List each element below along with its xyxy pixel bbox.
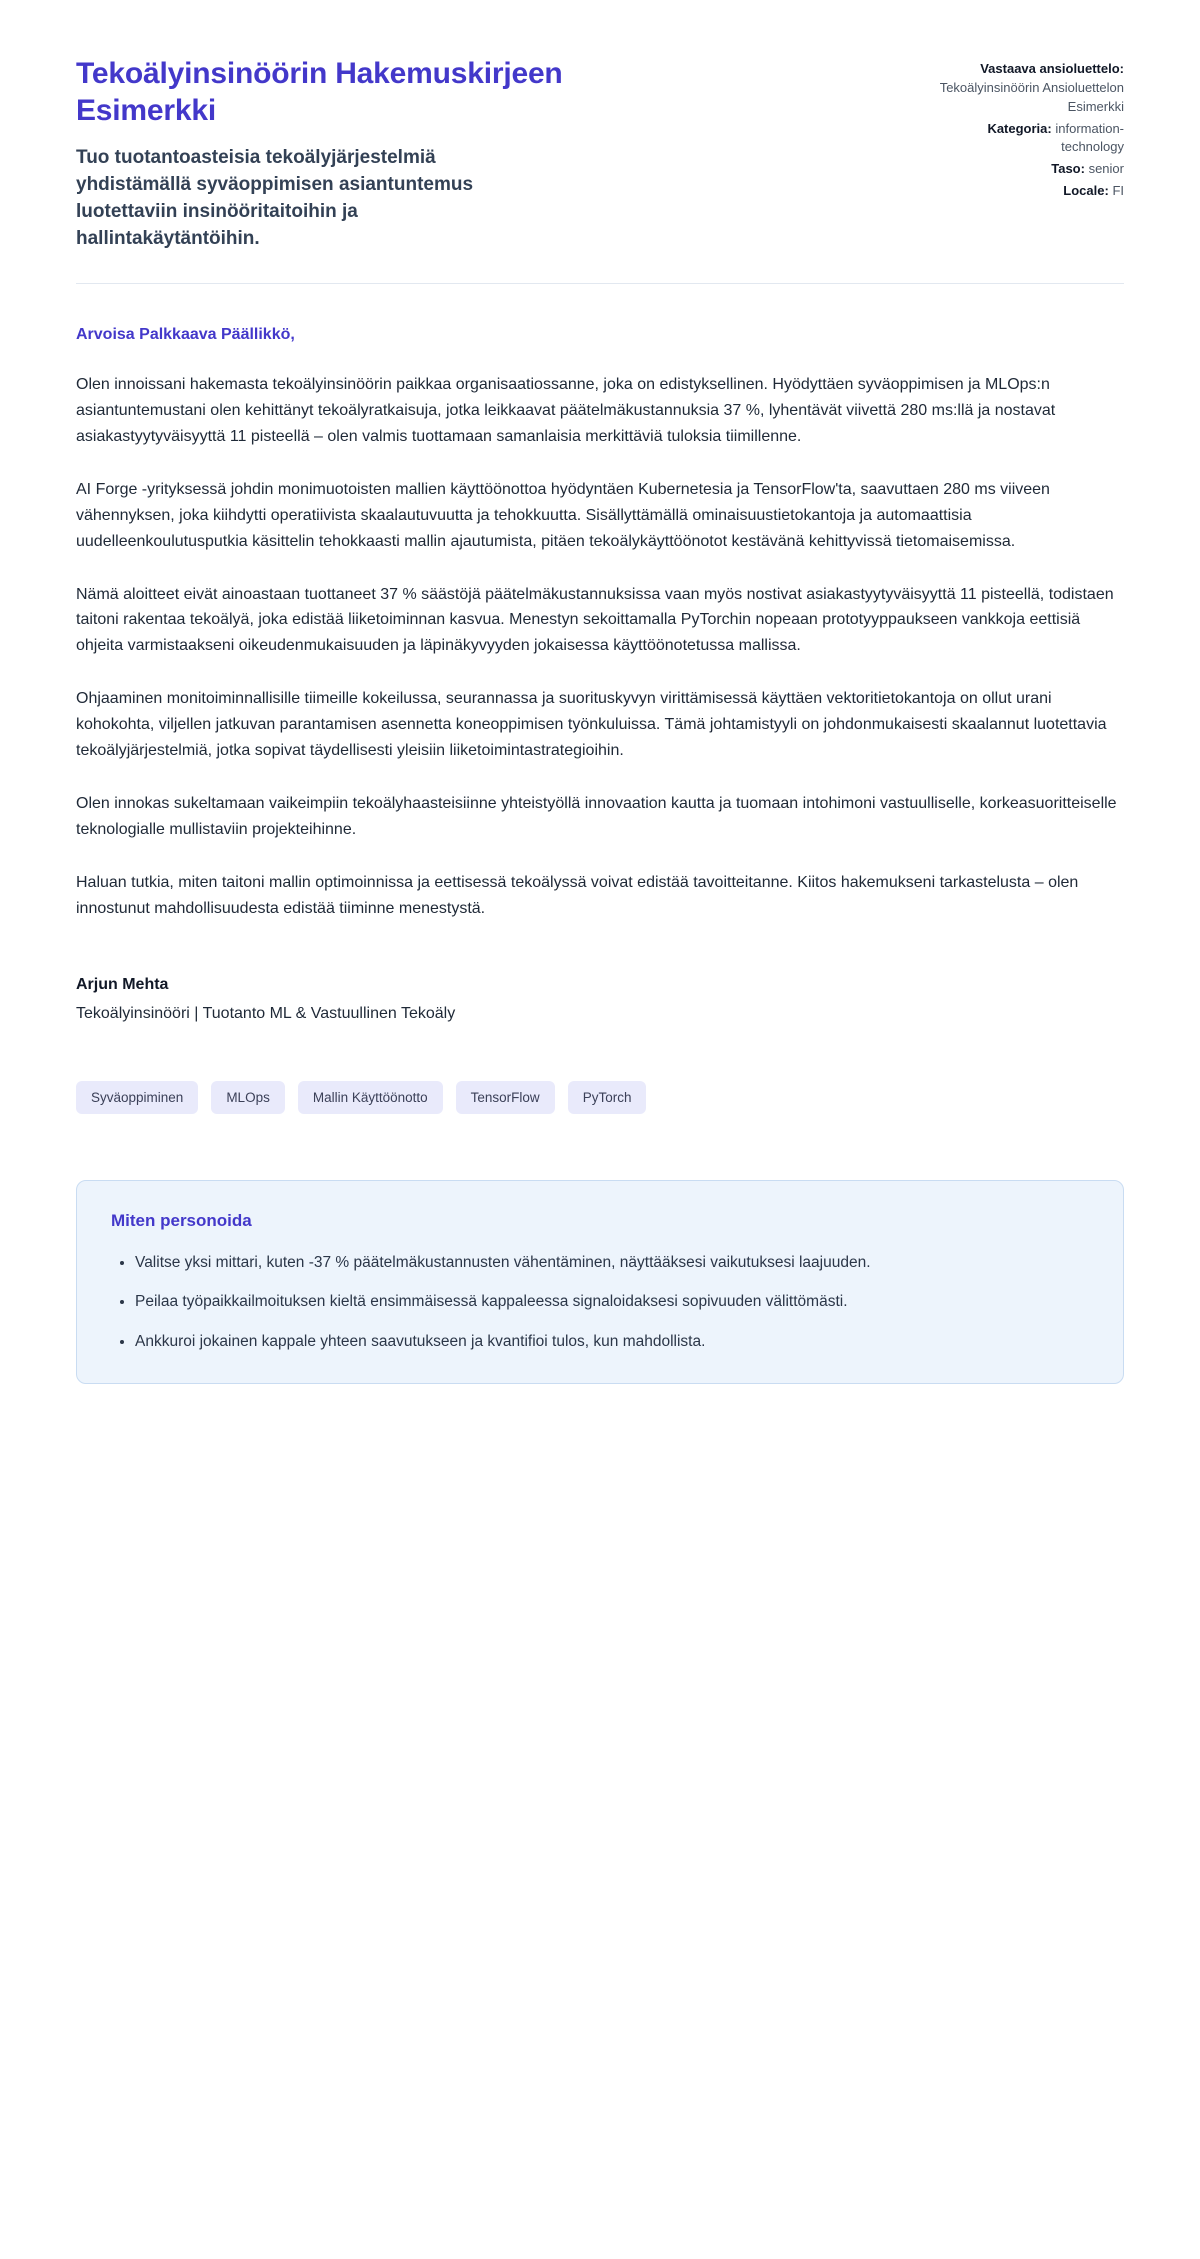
signature-name: Arjun Mehta: [76, 975, 169, 993]
tips-list: [111, 1251, 1089, 1355]
tips-item: • Valitse yksi mittari, kuten -37 % päätelmäkustannusten vähentäminen, näyttääksesi vaikutuksesi laajuuden.: [135, 1251, 1089, 1276]
skill-tag: Syväoppiminen: [76, 1081, 198, 1114]
tips-item: • Peilaa työpaikkailmoituksen kieltä ensimmäisessä kappaleessa signaloidaksesi sopivuuden välittömästi.: [135, 1290, 1089, 1315]
meta-row-category: [928, 120, 1124, 158]
personalization-tips-box: [76, 1180, 1124, 1384]
tips-item: • Ankkuroi jokainen kappale yhteen saavutukseen ja kvantifioi tulos, kun mahdollista.: [135, 1330, 1089, 1355]
meta-value: information-technology: [1055, 120, 1124, 155]
meta-label: Taso:: [1051, 161, 1085, 177]
tips-title: Miten personoida: [111, 1210, 252, 1230]
skill-tag: PyTorch: [568, 1081, 647, 1114]
letter-paragraph: Olen innoissani hakemasta tekoälyinsinöörin paikkaa organisaatiossanne, joka on edistyksellinen. Hyödyttäen syväoppimisen ja MLOps:n asiantuntemustani olen kehittänyt tekoälyratkaisuja, jotka leikkaavat päätelmäkustannuksia 37 %, lyhentävät viivettä 280 ms:llä ja nostavat asiakastyytyväisyyttä 11 pisteellä – olen valmis tuottamaan samanlaisia merkittäviä tuloksia tiimillenne.: [76, 376, 1056, 445]
meta-label: Kategoria:: [987, 120, 1052, 136]
meta-value: FI: [1112, 183, 1124, 199]
letter-paragraph: Haluan tutkia, miten taitoni mallin optimoinnissa ja eettisessä tekoälyssä voivat edistää tavoitteitanne. Kiitos hakemukseni tarkastelusta – olen innostunut mahdollisuudesta edistää tiiminne menestystä.: [76, 873, 1079, 917]
header-title-block: [76, 56, 616, 253]
letter-paragraph: Ohjaaminen monitoiminnallisille tiimeille kokeilussa, seurannassa ja suorituskyvyn virittämisessä käyttäen vektoritietokantoja on ollut urani kohokohta, viljellen jatkuvan parantamisen asennetta koneoppimisen työnkuluissa. Tämä johtamistyyli on johdonmukaisesti skaalannut luotettavia tekoälyjärjestelmiä, jotka sopivat täydellisesti yleisiin liiketoimintastrategioihin.: [76, 690, 1107, 760]
greeting: Arvoisa Palkkaava Päällikkö,: [76, 326, 295, 344]
letter-paragraph: AI Forge -yrityksessä johdin monimuotoisten mallien käyttöönottoa hyödyntäen Kubernetesia ja TensorFlow'ta, saavuttaen 280 ms viiveen vähennyksen, joka kiihdytti operatiivista skaalautuvuutta ja tehokkuutta. Sisällyttämällä ominaisuustietokantoja ja automaattisia uudelleenkoulutusputkia käsittelin tehokkaasti mallin ajautumista, pitäen tekoälykäyttöönotot kestävänä kehittyvissä tietomaisemissa.: [76, 480, 1050, 550]
header: [76, 56, 1124, 253]
skill-tag: TensorFlow: [456, 1081, 555, 1114]
page-title: Tekoälyinsinöörin Hakemuskirjeen Esimerkki: [76, 57, 563, 127]
meta-row-level: [928, 160, 1124, 179]
meta-label: Vastaava ansioluettelo:: [980, 61, 1124, 76]
skill-tag: MLOps: [211, 1081, 285, 1114]
skill-tag: Mallin Käyttöönotto: [298, 1081, 443, 1114]
meta-value: Tekoälyinsinöörin Ansioluettelon Esimerkki: [939, 79, 1124, 114]
letter-body: [76, 326, 1124, 1384]
signature-title: Tekoälyinsinööri | Tuotanto ML & Vastuullinen Tekoäly: [76, 1004, 456, 1022]
meta-block: [928, 56, 1124, 204]
letter-paragraph: Nämä aloitteet eivät ainoastaan tuottaneet 37 % säästöjä päätelmäkustannuksissa vaan myös nostivat asiakastyytyväisyyttä 11 pisteellä, todistaen taitoni rakentaa tekoälyä, joka edistää liiketoiminnan kasvua. Menestyn sekoittamalla PyTorchin nopeaan prototyyppaukseen vankkoja eettisiä ohjeita varmistaakseni oikeudenmukaisuuden ja läpinäkyvyyden jokaisessa käyttöönotetussa mallissa.: [76, 585, 1114, 655]
meta-value: senior: [1088, 161, 1124, 177]
meta-row-locale: [928, 182, 1124, 201]
meta-label: Locale:: [1063, 183, 1109, 199]
letter-paragraph: Olen innokas sukeltamaan vaikeimpiin tekoälyhaasteisiinne yhteistyöllä innovaation kautta ja tuomaan intohimoni vastuulliselle, korkeasuoritteiselle teknologialle mullistaviin projekteihinne.: [76, 794, 1117, 838]
skill-tags: [76, 1081, 1124, 1114]
divider: [76, 283, 1124, 284]
page-subtitle: Tuo tuotantoasteisia tekoälyjärjestelmiä yhdistämällä syväoppimisen asiantuntemus luotettaviin insinööritaitoihin ja hallintakäytäntöihin.: [76, 147, 474, 250]
meta-row-matching-resume: [928, 60, 1124, 117]
